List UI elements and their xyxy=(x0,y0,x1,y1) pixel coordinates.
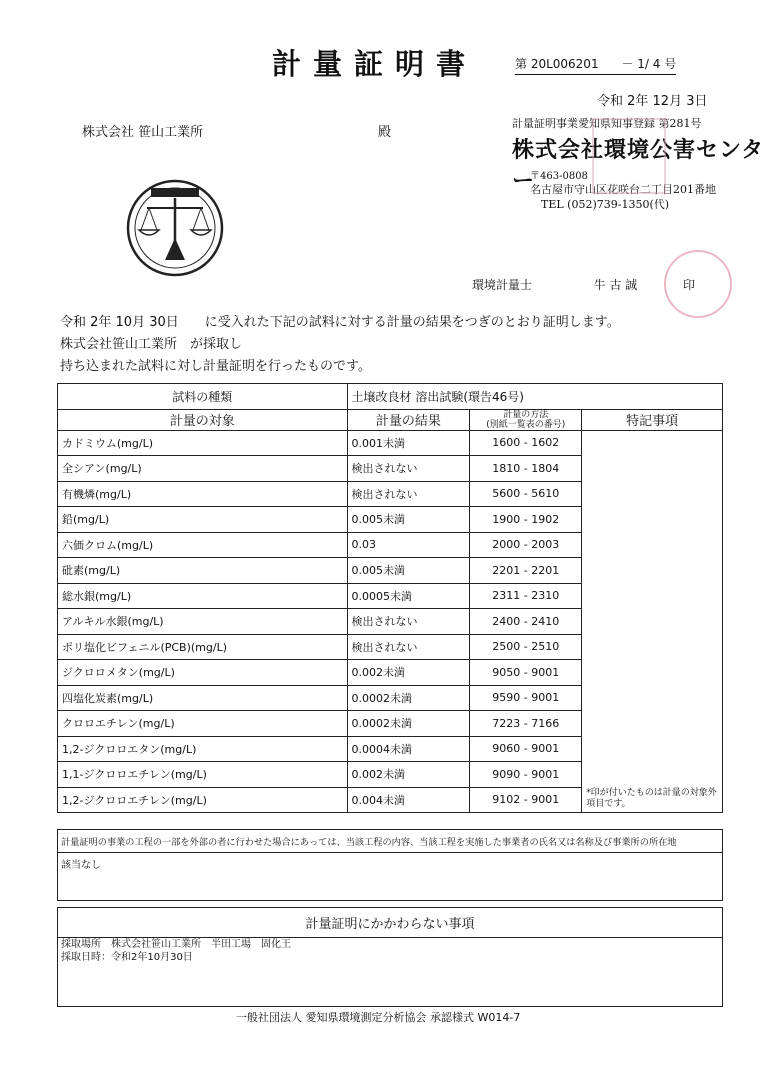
cell-target: 全シアン(mg/L) xyxy=(58,456,348,482)
registration-number: 計量証明事業愛知県知事登録 第281号 xyxy=(512,117,702,130)
cell-method: 5600 - 5610 xyxy=(470,481,582,507)
cell-method: 7223 - 7166 xyxy=(470,711,582,737)
sampling-place: 採取場所 株式会社笹山工業所 半田工場 固化王 xyxy=(61,939,291,950)
remarks-note: *印が付いたものは計量の対象外項目です。 xyxy=(586,788,717,809)
cell-result: 0.0005未満 xyxy=(347,583,470,609)
cell-target: アルキル水銀(mg/L) xyxy=(58,609,348,635)
cell-target: ポリ塩化ビフェニル(PCB)(mg/L) xyxy=(58,634,348,660)
cell-target: 四塩化炭素(mg/L) xyxy=(58,685,348,711)
cell-method: 1600 - 1602 xyxy=(470,430,582,456)
certifier xyxy=(472,276,695,293)
intro-line-3: 持ち込まれた試料に対し計量証明を行ったものです。 xyxy=(60,359,371,374)
footer-note: 一般社団法人 愛知県環境測定分析協会 承認様式 W014-7 xyxy=(236,1011,521,1024)
sample-type-row xyxy=(58,384,723,410)
table-row xyxy=(58,430,723,456)
issuer-phone: TEL (052)739-1350(代) xyxy=(541,198,670,211)
cell-result: 0.002未満 xyxy=(347,660,470,686)
cell-method: 2201 - 2201 xyxy=(470,558,582,584)
certificate-number xyxy=(515,55,676,75)
cell-target: クロロエチレン(mg/L) xyxy=(58,711,348,737)
cell-target: 1,2-ジクロロエタン(mg/L) xyxy=(58,736,348,762)
seal-mark: 印 xyxy=(682,278,695,292)
cell-method: 2311 - 2310 xyxy=(470,583,582,609)
unrelated-box xyxy=(57,907,723,1007)
issuer-address: 名古屋市守山区花咲台二丁目201番地 xyxy=(530,183,716,196)
issuer-company: 株式会社環境公害センター xyxy=(512,138,765,194)
cell-result: 検出されない xyxy=(347,456,470,482)
cell-result: 0.0002未満 xyxy=(347,685,470,711)
document-title: 計量証明書 xyxy=(272,47,478,81)
cell-method: 1900 - 1902 xyxy=(470,507,582,533)
cell-target: 有機燐(mg/L) xyxy=(58,481,348,507)
col-remarks: 特記事項 xyxy=(582,409,723,430)
results-table xyxy=(57,383,723,813)
cell-target: ジクロロメタン(mg/L) xyxy=(58,660,348,686)
subcontract-value: 該当なし xyxy=(61,860,101,871)
cell-result: 検出されない xyxy=(347,634,470,660)
company-seal-stamp xyxy=(592,118,666,194)
col-method: 計量の方法 (別紙一覧表の番号) xyxy=(470,409,582,430)
cell-result: 検出されない xyxy=(347,481,470,507)
table-header-row xyxy=(58,409,723,430)
cell-target: 1,2-ジクロロエチレン(mg/L) xyxy=(58,787,348,813)
sampling-date: 採取日時：令和2年10月30日 xyxy=(61,952,193,963)
cell-result: 検出されない xyxy=(347,609,470,635)
certificate-page: － 1/ 4 号 xyxy=(621,57,677,71)
cell-method: 2500 - 2510 xyxy=(470,634,582,660)
cell-method: 9102 - 9001 xyxy=(470,787,582,813)
cell-target: 1,1-ジクロロエチレン(mg/L) xyxy=(58,762,348,788)
honorific: 殿 xyxy=(378,125,392,140)
remarks-cell xyxy=(582,430,723,813)
cell-method: 9050 - 9001 xyxy=(470,660,582,686)
cell-method: 2000 - 2003 xyxy=(470,532,582,558)
cell-method: 1810 - 1804 xyxy=(470,456,582,482)
sample-type-label: 試料の種類 xyxy=(58,384,348,410)
col-result: 計量の結果 xyxy=(347,409,470,430)
cell-result: 0.03 xyxy=(347,532,470,558)
certification-seal-icon xyxy=(125,178,225,278)
subcontract-box xyxy=(57,829,723,901)
certifier-title: 環境計量士 xyxy=(472,278,533,292)
cell-target: 総水銀(mg/L) xyxy=(58,583,348,609)
col-target: 計量の対象 xyxy=(58,409,348,430)
cell-target: 六価クロム(mg/L) xyxy=(58,532,348,558)
cell-result: 0.005未満 xyxy=(347,507,470,533)
subcontract-header: 計量証明の事業の工程の一部を外部の者に行わせた場合にあっては、当該工程の内容、当該工程を実施した事業者の氏名又は名称及び事業所の所在地 xyxy=(58,830,722,853)
cell-result: 0.005未満 xyxy=(347,558,470,584)
cell-method: 9060 - 9001 xyxy=(470,736,582,762)
cell-result: 0.0004未満 xyxy=(347,736,470,762)
issuer-postal-code: 〒463-0808 xyxy=(530,171,588,182)
unrelated-header: 計量証明にかかわらない事項 xyxy=(58,908,722,938)
cell-result: 0.0002未満 xyxy=(347,711,470,737)
intro-line-1: 令和 2年 10月 30日 に受入れた下記の試料に対する計量の結果をつぎのとおり証明します。 xyxy=(60,315,620,330)
cell-target: カドミウム(mg/L) xyxy=(58,430,348,456)
intro-line-2: 株式会社笹山工業所 が採取し xyxy=(60,337,243,352)
cell-method: 9090 - 9001 xyxy=(470,762,582,788)
certifier-name: 牛 古 誠 xyxy=(593,278,638,292)
cell-method: 9590 - 9001 xyxy=(470,685,582,711)
cell-target: 砒素(mg/L) xyxy=(58,558,348,584)
cell-target: 鉛(mg/L) xyxy=(58,507,348,533)
certificate-number-prefix: 第 20L006201 xyxy=(515,57,599,71)
cell-result: 0.001未満 xyxy=(347,430,470,456)
cell-method: 2400 - 2410 xyxy=(470,609,582,635)
addressee: 株式会社 笹山工業所 xyxy=(82,125,204,140)
certifier-seal-stamp xyxy=(664,250,732,318)
issue-date: 令和 2年 12月 3日 xyxy=(597,94,708,109)
sample-type-value: 土壌改良材 溶出試験(環告46号) xyxy=(347,384,722,410)
cell-result: 0.004未満 xyxy=(347,787,470,813)
cell-result: 0.002未満 xyxy=(347,762,470,788)
